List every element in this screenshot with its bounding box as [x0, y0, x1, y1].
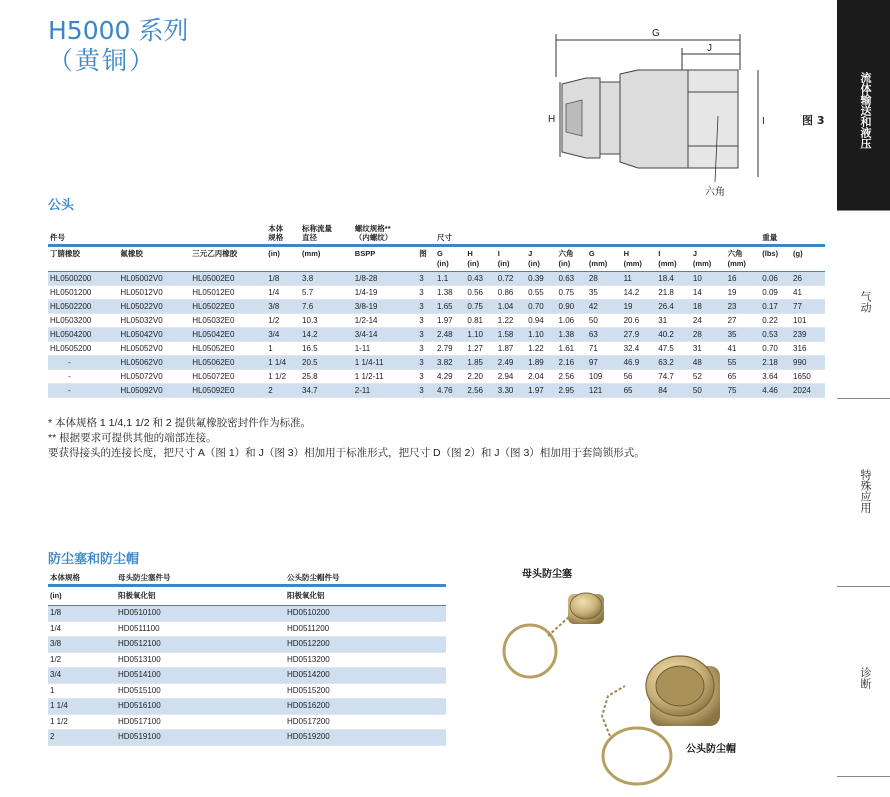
table-cell: 1.06 — [557, 314, 587, 328]
table-cell: 2 — [266, 384, 300, 398]
table-cell: 239 — [791, 328, 825, 342]
table-cell: HL0504200 — [48, 328, 118, 342]
table-cell: 1 1/2 — [266, 370, 300, 384]
table-cell: 3 — [417, 384, 435, 398]
table-cell: HL0500200 — [48, 272, 118, 286]
table-cell: 52 — [691, 370, 726, 384]
table-cell: 48 — [691, 356, 726, 370]
table-cell: HL05012V0 — [118, 286, 190, 300]
subheader-cell: (mm) — [300, 246, 353, 272]
table-cell: HL05052E0 — [190, 342, 266, 356]
table-cell: 1/2 — [266, 314, 300, 328]
table-cell: HD0519200 — [285, 730, 446, 746]
table-cell: HD0512200 — [285, 637, 446, 653]
table-cell: 35 — [587, 286, 622, 300]
table-cell: 1 1/2 — [48, 714, 116, 730]
table-cell: 27.9 — [622, 328, 657, 342]
table-cell: 0.09 — [760, 286, 791, 300]
table-cell: 0.06 — [760, 272, 791, 286]
table-cell: 2.04 — [526, 370, 556, 384]
table-cell: 42 — [587, 300, 622, 314]
table-cell: 2.49 — [496, 356, 526, 370]
header-cell — [417, 218, 435, 246]
table-cell: 10 — [691, 272, 726, 286]
table-cell: 1.97 — [526, 384, 556, 398]
table-cell: 2.18 — [760, 356, 791, 370]
table-cell: 1/4 — [48, 621, 116, 637]
subheader-cell: H (mm) — [622, 246, 657, 272]
table-cell: 3.82 — [435, 356, 465, 370]
table-cell: - — [48, 370, 118, 384]
male-cap-label: 公头防尘帽 — [686, 744, 736, 755]
table-cell: 7.6 — [300, 300, 353, 314]
table-cell: 71 — [587, 342, 622, 356]
subheader-cell: 阳极氧化铝 — [285, 586, 446, 606]
table-cell: 0.39 — [526, 272, 556, 286]
table-cell: 40.2 — [656, 328, 691, 342]
table-cell: HD0515100 — [116, 683, 285, 699]
table-cell: 1.65 — [435, 300, 465, 314]
table-cell: 2.94 — [496, 370, 526, 384]
header-cell: 螺纹规格** （内螺纹） — [353, 218, 417, 246]
subheader-cell: BSPP — [353, 246, 417, 272]
subheader-cell: I (mm) — [656, 246, 691, 272]
table-cell: HL05062E0 — [190, 356, 266, 370]
table-cell: 1.85 — [465, 356, 495, 370]
section-tabs — [837, 0, 890, 796]
table-cell: 19 — [622, 300, 657, 314]
table-cell: 1.58 — [496, 328, 526, 342]
table-cell: HL0501200 — [48, 286, 118, 300]
table-cell: 14.2 — [622, 286, 657, 300]
table-cell: 1 1/2-11 — [353, 370, 417, 384]
table-cell: 1 — [48, 683, 116, 699]
table-cell: HL05092E0 — [190, 384, 266, 398]
table-cell: 3 — [417, 272, 435, 286]
table-cell: 1.97 — [435, 314, 465, 328]
notes — [48, 416, 645, 461]
table-cell: HL05052V0 — [118, 342, 190, 356]
table-row — [48, 342, 825, 356]
subheader-cell: G (in) — [435, 246, 465, 272]
header-cell — [587, 218, 622, 246]
cap-table-row — [48, 606, 446, 622]
table-cell: 3.64 — [760, 370, 791, 384]
table-cell: 1.04 — [496, 300, 526, 314]
subheader-cell: (in) — [48, 586, 116, 606]
table-cell: HD0510100 — [116, 606, 285, 622]
table-cell: 3.8 — [300, 272, 353, 286]
table-cell: 1.10 — [465, 328, 495, 342]
table-cell: 0.22 — [760, 314, 791, 328]
table-cell: 1 1/4 — [48, 699, 116, 715]
table-cell: HL05032E0 — [190, 314, 266, 328]
subheader-cell: 丁腈橡胶 — [48, 246, 118, 272]
table-cell: 316 — [791, 342, 825, 356]
table-cell: HL0505200 — [48, 342, 118, 356]
hex-label: 六角 — [705, 187, 725, 198]
header-cell: 标称流量 直径 — [300, 218, 353, 246]
table-cell: HL05002V0 — [118, 272, 190, 286]
table-cell: 84 — [656, 384, 691, 398]
table-cell: 1/4 — [266, 286, 300, 300]
table-cell: HL05062V0 — [118, 356, 190, 370]
table-cell: 0.17 — [760, 300, 791, 314]
table-cell: 46.9 — [622, 356, 657, 370]
note-line: * 本体规格 1 1/4,1 1/2 和 2 提供氟橡胶密封件作为标准。 — [48, 417, 312, 429]
table-cell: 10.3 — [300, 314, 353, 328]
header-cell — [791, 218, 825, 246]
table-cell: 16 — [726, 272, 761, 286]
table-cell: 2.48 — [435, 328, 465, 342]
table-cell: HD0516100 — [116, 699, 285, 715]
dust-cap-photo — [490, 566, 790, 791]
figure-label: 图 3 — [802, 114, 825, 127]
header-cell — [526, 218, 556, 246]
table-cell: 3 — [417, 314, 435, 328]
subheader-cell: (in) — [266, 246, 300, 272]
table-cell: 3 — [417, 370, 435, 384]
table-cell: HL0502200 — [48, 300, 118, 314]
table-cell: 2 — [48, 730, 116, 746]
header-cell: 本体规格 — [48, 572, 116, 586]
table-cell: 3.30 — [496, 384, 526, 398]
table-cell: HD0514200 — [285, 668, 446, 684]
table-cell: 63.2 — [656, 356, 691, 370]
tab-label: 诊断 — [859, 667, 872, 689]
table-cell: 3/4-14 — [353, 328, 417, 342]
table-cell: 1/2 — [48, 652, 116, 668]
table-cell: 31 — [691, 342, 726, 356]
table-cell: HD0512100 — [116, 637, 285, 653]
cap-table-row — [48, 668, 446, 684]
table-cell: 0.56 — [465, 286, 495, 300]
table-cell: 1/2-14 — [353, 314, 417, 328]
tab-label: 流体输送和液压 — [859, 72, 872, 149]
table-cell: 18 — [691, 300, 726, 314]
header-cell — [118, 218, 190, 246]
subheader-cell: (lbs) — [760, 246, 791, 272]
table-cell: 0.53 — [760, 328, 791, 342]
table-cell: HL05022E0 — [190, 300, 266, 314]
table-cell: 2-11 — [353, 384, 417, 398]
table-cell: 1.61 — [557, 342, 587, 356]
table-cell: 3/8-19 — [353, 300, 417, 314]
table-cell: 56 — [622, 370, 657, 384]
cap-table-row — [48, 714, 446, 730]
subheader-cell: I (in) — [496, 246, 526, 272]
table-cell: HD0510200 — [285, 606, 446, 622]
table-cell: 4.76 — [435, 384, 465, 398]
table-cell: 77 — [791, 300, 825, 314]
table-cell: 16.5 — [300, 342, 353, 356]
table-cell: 2.95 — [557, 384, 587, 398]
table-cell: 0.72 — [496, 272, 526, 286]
table-cell: 65 — [622, 384, 657, 398]
header-cell: 件号 — [48, 218, 118, 246]
table-cell: HL05042V0 — [118, 328, 190, 342]
table-cell: 50 — [691, 384, 726, 398]
table-cell: HD0519100 — [116, 730, 285, 746]
table-cell: HL05072V0 — [118, 370, 190, 384]
section-title-caps: 防尘塞和防尘帽 — [48, 552, 140, 567]
tab-label: 气动 — [859, 291, 872, 313]
table-cell: 1.10 — [526, 328, 556, 342]
table-cell: 27 — [726, 314, 761, 328]
table-cell: 34.7 — [300, 384, 353, 398]
cap-table-row — [48, 652, 446, 668]
table-cell: 24 — [691, 314, 726, 328]
header-cell: 母头防尘塞件号 — [116, 572, 285, 586]
table-cell: HD0515200 — [285, 683, 446, 699]
table-cell: 50 — [587, 314, 622, 328]
tab-fluid-hydraulic[interactable] — [837, 0, 890, 210]
table-cell: - — [48, 356, 118, 370]
table-cell: 63 — [587, 328, 622, 342]
table-cell: 55 — [726, 356, 761, 370]
table-cell: 109 — [587, 370, 622, 384]
subheader-cell: J (in) — [526, 246, 556, 272]
header-cell — [496, 218, 526, 246]
table-cell: 1 1/4-11 — [353, 356, 417, 370]
table-cell: HD0516200 — [285, 699, 446, 715]
subheader-cell: 图 — [417, 246, 435, 272]
table-cell: 3/4 — [266, 328, 300, 342]
table-row — [48, 328, 825, 342]
dim-g-label: G — [652, 28, 660, 39]
page-title: H5000 系列 — [48, 16, 189, 45]
tab-label: 特殊应用 — [859, 469, 872, 513]
tab-diagnostics[interactable] — [837, 586, 890, 777]
table-cell: 65 — [726, 370, 761, 384]
table-cell: 0.81 — [465, 314, 495, 328]
cap-table-row — [48, 621, 446, 637]
table-row — [48, 272, 825, 286]
header-cell — [691, 218, 726, 246]
header-cell: 重量 — [760, 218, 791, 246]
table-cell: 0.63 — [557, 272, 587, 286]
table-cell: 32.4 — [622, 342, 657, 356]
table-cell: HD0511100 — [116, 621, 285, 637]
table-cell: HD0513100 — [116, 652, 285, 668]
table-cell: HD0511200 — [285, 621, 446, 637]
table-cell: 28 — [587, 272, 622, 286]
table-cell: 1.22 — [526, 342, 556, 356]
table-cell: 1/4-19 — [353, 286, 417, 300]
table-header-row — [48, 218, 825, 246]
table-cell: 0.86 — [496, 286, 526, 300]
table-cell: 3/8 — [48, 637, 116, 653]
table-cell: 25.8 — [300, 370, 353, 384]
cap-table-row — [48, 730, 446, 746]
table-cell: 0.75 — [557, 286, 587, 300]
table-cell: 31 — [656, 314, 691, 328]
table-cell: HL05032V0 — [118, 314, 190, 328]
table-cell: 3 — [417, 286, 435, 300]
table-cell: 1.1 — [435, 272, 465, 286]
table-cell: 35 — [726, 328, 761, 342]
cap-subheader-row — [48, 586, 446, 606]
table-cell: 18.4 — [656, 272, 691, 286]
table-cell: 20.5 — [300, 356, 353, 370]
subheader-cell: (g) — [791, 246, 825, 272]
table-cell: 26 — [791, 272, 825, 286]
table-cell: 28 — [691, 328, 726, 342]
header-cell: 尺寸 — [435, 218, 465, 246]
cap-header-row — [48, 572, 446, 586]
table-cell: 1 — [266, 342, 300, 356]
note-line: 要获得接头的连接长度，把尺寸 A（图 1）和 J（图 3）相加用于标准形式，把尺寸 D（图 2）和 J（图 3）相加用于套筒锁形式。 — [48, 447, 645, 459]
subheader-cell: 三元乙丙橡胶 — [190, 246, 266, 272]
table-cell: 1.27 — [465, 342, 495, 356]
table-cell: 1-11 — [353, 342, 417, 356]
table-cell: 41 — [791, 286, 825, 300]
table-subheader-row — [48, 246, 825, 272]
table-cell: 1.87 — [496, 342, 526, 356]
table-row — [48, 314, 825, 328]
table-cell: 0.70 — [526, 300, 556, 314]
dust-cap-table — [48, 572, 446, 746]
header-cell — [622, 218, 657, 246]
female-plug-label: 母头防尘塞 — [522, 569, 572, 580]
table-cell: HL05002E0 — [190, 272, 266, 286]
table-cell: 1/8-28 — [353, 272, 417, 286]
table-cell: 3 — [417, 300, 435, 314]
tab-special-applications[interactable] — [837, 398, 890, 587]
table-cell: 47.5 — [656, 342, 691, 356]
table-cell: 3/8 — [266, 300, 300, 314]
table-cell: 1.89 — [526, 356, 556, 370]
table-cell: 2.20 — [465, 370, 495, 384]
table-cell: 14 — [691, 286, 726, 300]
table-cell: 26.4 — [656, 300, 691, 314]
subheader-cell: 六角 (mm) — [726, 246, 761, 272]
table-cell: 3/4 — [48, 668, 116, 684]
table-cell: 3 — [417, 328, 435, 342]
table-cell: 4.29 — [435, 370, 465, 384]
table-cell: 121 — [587, 384, 622, 398]
section-title-male: 公头 — [48, 198, 75, 213]
header-cell — [656, 218, 691, 246]
table-row — [48, 286, 825, 300]
table-cell: 0.55 — [526, 286, 556, 300]
cap-table-row — [48, 683, 446, 699]
table-cell: 0.75 — [465, 300, 495, 314]
table-cell: 1 1/4 — [266, 356, 300, 370]
table-cell: 5.7 — [300, 286, 353, 300]
table-cell: 0.90 — [557, 300, 587, 314]
table-cell: 2.56 — [465, 384, 495, 398]
table-cell: 11 — [622, 272, 657, 286]
table-cell: 1.38 — [435, 286, 465, 300]
subheader-cell: 氟橡胶 — [118, 246, 190, 272]
header-cell — [557, 218, 587, 246]
table-cell: HD0513200 — [285, 652, 446, 668]
header-cell: 本体 规格 — [266, 218, 300, 246]
header-cell — [465, 218, 495, 246]
table-cell: HL05042E0 — [190, 328, 266, 342]
table-cell: 3 — [417, 356, 435, 370]
table-cell: 1/8 — [48, 606, 116, 622]
male-coupling-table — [48, 218, 825, 398]
table-cell: 14.2 — [300, 328, 353, 342]
table-cell: 101 — [791, 314, 825, 328]
table-cell: 75 — [726, 384, 761, 398]
table-cell: 97 — [587, 356, 622, 370]
table-cell: 2024 — [791, 384, 825, 398]
dim-h-label: H — [548, 114, 556, 125]
table-cell: 1/8 — [266, 272, 300, 286]
header-cell: 公头防尘帽件号 — [285, 572, 446, 586]
subheader-cell: J (mm) — [691, 246, 726, 272]
subheader-cell: G (mm) — [587, 246, 622, 272]
table-row — [48, 384, 825, 398]
table-cell: HL0503200 — [48, 314, 118, 328]
page-subtitle: （黄铜） — [48, 46, 157, 75]
table-cell: 990 — [791, 356, 825, 370]
table-cell: 0.70 — [760, 342, 791, 356]
subheader-cell: 六角 (in) — [557, 246, 587, 272]
table-cell: 0.43 — [465, 272, 495, 286]
table-cell: 1.22 — [496, 314, 526, 328]
table-cell: HD0517200 — [285, 714, 446, 730]
tab-divider — [837, 776, 890, 797]
cap-table-row — [48, 699, 446, 715]
table-cell: 74.7 — [656, 370, 691, 384]
table-cell: 23 — [726, 300, 761, 314]
table-cell: 4.46 — [760, 384, 791, 398]
table-row — [48, 356, 825, 370]
note-line: ** 根据要求可提供其他的端部连接。 — [48, 432, 217, 444]
subheader-cell: 阳极氧化铝 — [116, 586, 285, 606]
table-row — [48, 370, 825, 384]
subheader-cell: H (in) — [465, 246, 495, 272]
table-cell: HL05022V0 — [118, 300, 190, 314]
table-cell: HL05012E0 — [190, 286, 266, 300]
table-cell: 1.38 — [557, 328, 587, 342]
table-row — [48, 300, 825, 314]
coupling-drawing — [540, 22, 840, 202]
table-cell: HL05072E0 — [190, 370, 266, 384]
table-cell: 1650 — [791, 370, 825, 384]
table-cell: HL05092V0 — [118, 384, 190, 398]
header-cell — [190, 218, 266, 246]
table-cell: 41 — [726, 342, 761, 356]
table-cell: 2.16 — [557, 356, 587, 370]
cap-table-row — [48, 637, 446, 653]
table-cell: 20.6 — [622, 314, 657, 328]
table-cell: 19 — [726, 286, 761, 300]
table-cell: HD0514100 — [116, 668, 285, 684]
header-cell — [726, 218, 761, 246]
table-cell: - — [48, 384, 118, 398]
tab-pneumatic[interactable] — [837, 210, 890, 399]
dim-i-label: I — [762, 116, 765, 127]
table-cell: 2.79 — [435, 342, 465, 356]
table-cell: 3 — [417, 342, 435, 356]
dim-j-label: J — [707, 43, 712, 54]
table-cell: 2.56 — [557, 370, 587, 384]
table-cell: 0.94 — [526, 314, 556, 328]
table-cell: 21.8 — [656, 286, 691, 300]
table-cell: HD0517100 — [116, 714, 285, 730]
